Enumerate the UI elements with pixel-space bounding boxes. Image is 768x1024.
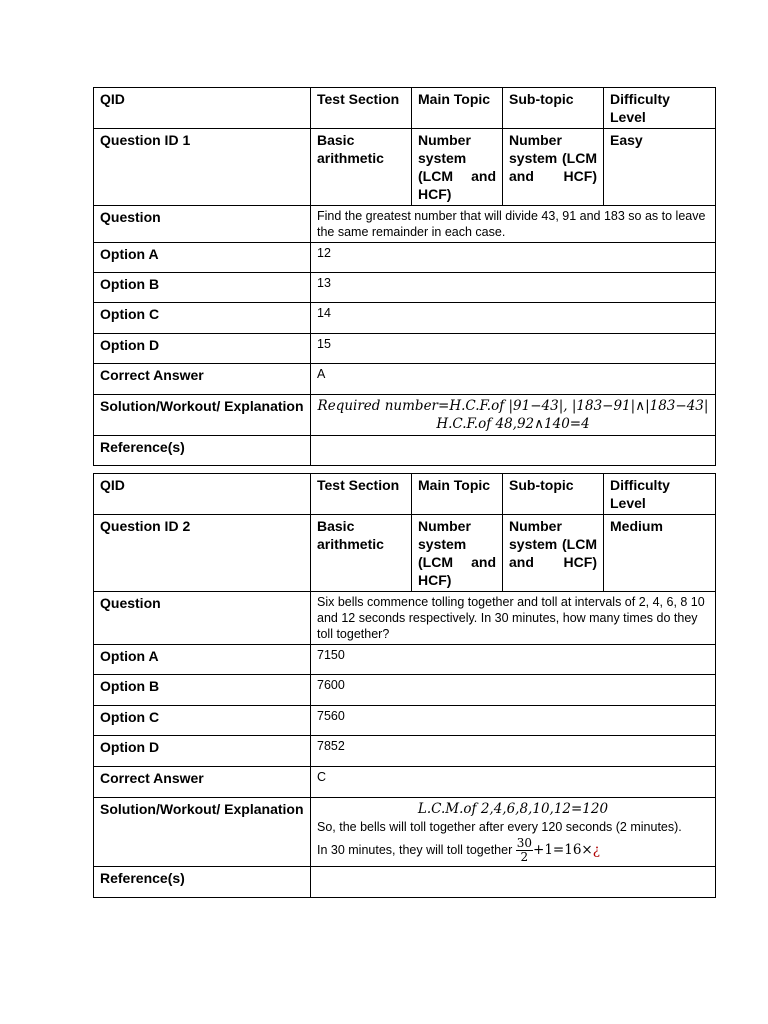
option-d-value: 7852	[311, 736, 716, 767]
option-c-value: 14	[311, 303, 716, 334]
question-table-2	[93, 473, 716, 898]
test-section-value: Basic arithmetic	[311, 129, 412, 206]
solution-row	[94, 395, 716, 436]
question-text: Six bells commence tolling together and toll at intervals of 2, 4, 6, 8 10 and 12 seconds respectively. In 30 minutes, how many times do they toll together?	[311, 592, 716, 645]
option-a-value: 12	[311, 243, 716, 273]
option-d-value: 15	[311, 334, 716, 364]
header-test-section: Test Section	[311, 474, 412, 515]
solution-line-3-result: +1=16×	[533, 841, 593, 858]
fraction-denominator: 2	[520, 850, 529, 864]
solution-line-3	[317, 837, 709, 864]
correct-answer-label: Correct Answer	[94, 364, 311, 395]
option-c-row	[94, 706, 716, 736]
references-row	[94, 436, 716, 466]
fraction	[516, 837, 533, 864]
option-c-value: 7560	[311, 706, 716, 736]
question-table-1	[93, 87, 716, 466]
correct-answer-value: C	[311, 767, 716, 798]
option-a-label: Option A	[94, 645, 311, 675]
question-id: Question ID 1	[94, 129, 311, 206]
header-main-topic: Main Topic	[412, 474, 503, 515]
references-value	[311, 436, 716, 466]
correct-answer-label: Correct Answer	[94, 767, 311, 798]
fraction-numerator: 30	[516, 836, 533, 850]
meta-row	[94, 129, 716, 206]
option-c-label: Option C	[94, 706, 311, 736]
test-section-value: Basic arithmetic	[311, 515, 412, 592]
sub-topic-value: Number system (LCM and HCF)	[503, 515, 604, 592]
difficulty-value: Medium	[604, 515, 716, 592]
question-row	[94, 206, 716, 243]
solution-value	[311, 395, 716, 436]
option-b-row	[94, 273, 716, 303]
sub-topic-value: Number system (LCM and HCF)	[503, 129, 604, 206]
option-a-row	[94, 243, 716, 273]
solution-label: Solution/Workout/ Explanation	[94, 798, 311, 867]
header-sub-topic: Sub-topic	[503, 88, 604, 129]
question-id: Question ID 2	[94, 515, 311, 592]
meta-row	[94, 515, 716, 592]
option-d-label: Option D	[94, 736, 311, 767]
header-sub-topic: Sub-topic	[503, 474, 604, 515]
solution-line-2: So, the bells will toll together after every 120 seconds (2 minutes).	[317, 820, 682, 834]
header-difficulty: Difficulty Level	[604, 88, 716, 129]
header-qid: QID	[94, 88, 311, 129]
header-difficulty: Difficulty Level	[604, 474, 716, 515]
references-label: Reference(s)	[94, 436, 311, 466]
option-a-label: Option A	[94, 243, 311, 273]
option-d-row	[94, 736, 716, 767]
references-value	[311, 867, 716, 898]
difficulty-value: Easy	[604, 129, 716, 206]
option-c-label: Option C	[94, 303, 311, 334]
option-b-value: 7600	[311, 675, 716, 706]
option-b-value: 13	[311, 273, 716, 303]
solution-value	[311, 798, 716, 867]
header-row	[94, 474, 716, 515]
main-topic-value: Number system (LCM and HCF)	[412, 515, 503, 592]
solution-line-1: L.C.M.of 2,4,6,8,10,12=120	[417, 801, 609, 817]
correct-answer-row	[94, 364, 716, 395]
question-text: Find the greatest number that will divide 43, 91 and 183 so as to leave the same remainder in each case.	[311, 206, 716, 243]
question-label: Question	[94, 206, 311, 243]
question-label: Question	[94, 592, 311, 645]
option-d-label: Option D	[94, 334, 311, 364]
question-row	[94, 592, 716, 645]
option-b-label: Option B	[94, 675, 311, 706]
solution-label: Solution/Workout/ Explanation	[94, 395, 311, 436]
option-a-value: 7150	[311, 645, 716, 675]
references-label: Reference(s)	[94, 867, 311, 898]
option-b-label: Option B	[94, 273, 311, 303]
header-main-topic: Main Topic	[412, 88, 503, 129]
references-row	[94, 867, 716, 898]
header-test-section: Test Section	[311, 88, 412, 129]
solution-line-2: H.C.F.of 48,92∧140=4	[436, 416, 590, 432]
option-c-row	[94, 303, 716, 334]
main-topic-value: Number system (LCM and HCF)	[412, 129, 503, 206]
header-row	[94, 88, 716, 129]
solution-line-1: Required number=H.C.F.of |91−43|, |183−91|∧|183−43|	[317, 398, 709, 414]
option-a-row	[94, 645, 716, 675]
correct-answer-row	[94, 767, 716, 798]
correct-answer-value: A	[311, 364, 716, 395]
option-d-row	[94, 334, 716, 364]
solution-line-3-glyph: ¿	[592, 841, 600, 858]
solution-row	[94, 798, 716, 867]
option-b-row	[94, 675, 716, 706]
header-qid: QID	[94, 474, 311, 515]
solution-line-3-text: In 30 minutes, they will toll together	[317, 842, 513, 857]
